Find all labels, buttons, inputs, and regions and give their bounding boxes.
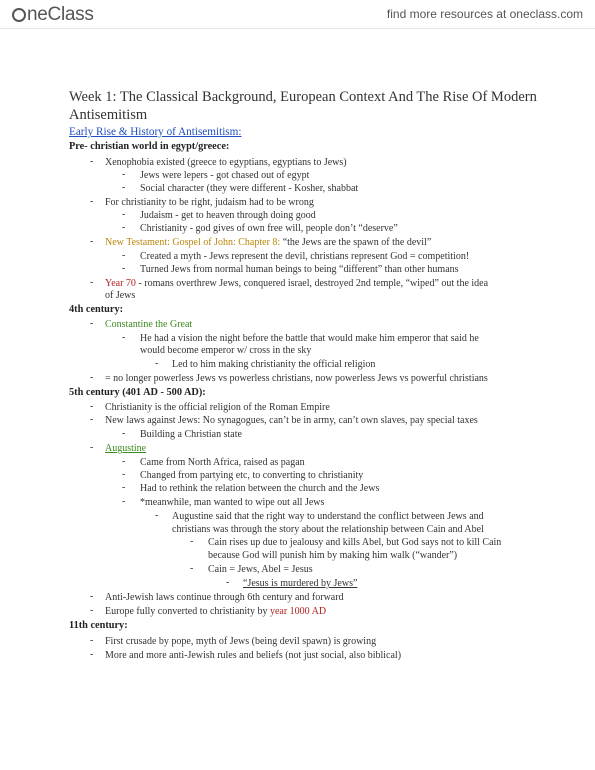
list-item: Came from North Africa, raised as pagan	[140, 457, 305, 468]
list-item	[105, 236, 431, 249]
bullet-dash: -	[90, 277, 94, 288]
heading-4th-century: 4th century:	[69, 304, 124, 315]
bullet-dash: -	[90, 591, 94, 602]
list-item-constantine: Constantine the Great	[105, 319, 193, 330]
bullet-dash: -	[90, 372, 94, 383]
list-item: Cain = Jews, Abel = Jesus	[208, 564, 313, 575]
top-banner	[0, 0, 595, 29]
bullet-dash: -	[190, 563, 194, 574]
bullet-dash: -	[122, 332, 126, 343]
bullet-dash: -	[90, 156, 94, 167]
list-item: More and more anti-Jewish rules and beliefs (not just social, also biblical)	[105, 650, 402, 661]
bullet-dash: -	[122, 222, 126, 233]
list-item: Building a Christian state	[140, 429, 242, 440]
bullet-dash: -	[90, 401, 94, 412]
bullet-dash: -	[90, 318, 94, 329]
list-item: Judaism - get to heaven through doing good	[140, 210, 316, 221]
list-item: Cain rises up due to jealousy and kills Abel, but God says not to kill Cain	[208, 537, 502, 548]
list-item: For christianity to be right, judaism had to be wrong	[105, 197, 314, 208]
bullet-dash: -	[122, 456, 126, 467]
bullet-dash: -	[90, 649, 94, 660]
heading-11th-century: 11th century:	[69, 620, 128, 631]
bullet-dash: -	[90, 605, 94, 616]
bullet-dash: -	[122, 469, 126, 480]
bullet-dash: -	[122, 182, 126, 193]
list-item: Changed from partying etc, to converting to christianity	[140, 470, 364, 481]
list-item-text: - romans overthrew Jews, conquered israel, destroyed 2nd temple, “wiped” out the idea	[135, 278, 489, 289]
bullet-dash: -	[90, 196, 94, 207]
list-item-text: Europe fully converted to christianity by	[105, 606, 270, 617]
bullet-dash: -	[122, 169, 126, 180]
list-item: Anti-Jewish laws continue through 6th century and forward	[105, 592, 344, 603]
list-item: = no longer powerless Jews vs powerless christians, now powerless Jews vs powerful christians	[105, 373, 488, 384]
list-item: Created a myth - Jews represent the devil, christians represent God = competition!	[140, 251, 470, 262]
highlight-year-1000: year 1000 AD	[269, 606, 327, 617]
promo-text[interactable]: find more resources at oneclass.com	[386, 7, 583, 21]
list-item: He had a vision the night before the battle that would make him emperor that said he	[140, 333, 479, 344]
list-item-text: “the Jews are the spawn of the devil”	[280, 237, 432, 248]
list-item: Jews were lepers - got chased out of egypt	[140, 170, 310, 181]
heading-5th-century: 5th century (401 AD - 500 AD):	[69, 387, 206, 398]
list-item	[105, 605, 326, 618]
list-item: *meanwhile, man wanted to wipe out all Jews	[140, 497, 325, 508]
bullet-dash: -	[122, 482, 126, 493]
bullet-dash: -	[226, 577, 230, 588]
list-item-continued: of Jews	[105, 290, 136, 301]
list-item: Had to rethink the relation between the church and the Jews	[140, 483, 380, 494]
list-item: First crusade by pope, myth of Jews (being devil spawn) is growing	[105, 636, 377, 647]
list-item: Turned Jews from normal human beings to being “different” than other humans	[140, 264, 459, 275]
oneclass-logo[interactable]	[12, 4, 94, 26]
heading-pre-christian: Pre- christian world in egypt/greece:	[69, 141, 230, 152]
logo-text: neClass	[27, 4, 94, 25]
list-item-continued: because God will punish him by making him walk (“wander”)	[208, 550, 458, 561]
list-item-continued: would become emperor w/ cross in the sky	[140, 345, 312, 356]
bullet-dash: -	[122, 250, 126, 261]
page-title: Week 1: The Classical Background, European Context And The Rise Of Modern Antisemitism	[69, 89, 537, 123]
oneclass-logo-icon	[12, 8, 26, 22]
highlight-gospel: New Testament: Gospel of John: Chapter 8:	[105, 237, 281, 248]
list-item: Social character (they were different - Kosher, shabbat	[140, 183, 359, 194]
bullet-dash: -	[122, 263, 126, 274]
list-item: Christianity is the official religion of the Roman Empire	[105, 402, 330, 413]
list-item: New laws against Jews: No synagogues, can’t be in army, can’t own slaves, pay special taxes	[105, 415, 478, 426]
bullet-dash: -	[90, 236, 94, 247]
bullet-dash: -	[190, 536, 194, 547]
list-item: Xenophobia existed (greece to egyptians, egyptians to Jews)	[105, 157, 347, 168]
bullet-dash: -	[90, 442, 94, 453]
bullet-dash: -	[122, 209, 126, 220]
bullet-dash: -	[90, 414, 94, 425]
section-heading-link[interactable]: Early Rise & History of Antisemitism:	[69, 126, 242, 138]
list-item-augustine: Augustine	[105, 443, 147, 454]
list-item	[105, 277, 488, 290]
list-item: Led to him making christianity the official religion	[172, 359, 376, 370]
bullet-dash: -	[90, 635, 94, 646]
list-item-quote: “Jesus is murdered by Jews”	[243, 578, 358, 589]
list-item: Augustine said that the right way to understand the conflict between Jews and	[172, 511, 484, 522]
bullet-dash: -	[122, 496, 126, 507]
bullet-dash: -	[122, 428, 126, 439]
highlight-year-70: Year 70	[105, 278, 136, 289]
list-item: Christianity - god gives of own free will, people don’t “deserve”	[140, 223, 398, 234]
list-item-continued: christians was through the story about the relationship between Cain and Abel	[172, 524, 484, 535]
bullet-dash: -	[155, 358, 159, 369]
bullet-dash: -	[155, 510, 159, 521]
